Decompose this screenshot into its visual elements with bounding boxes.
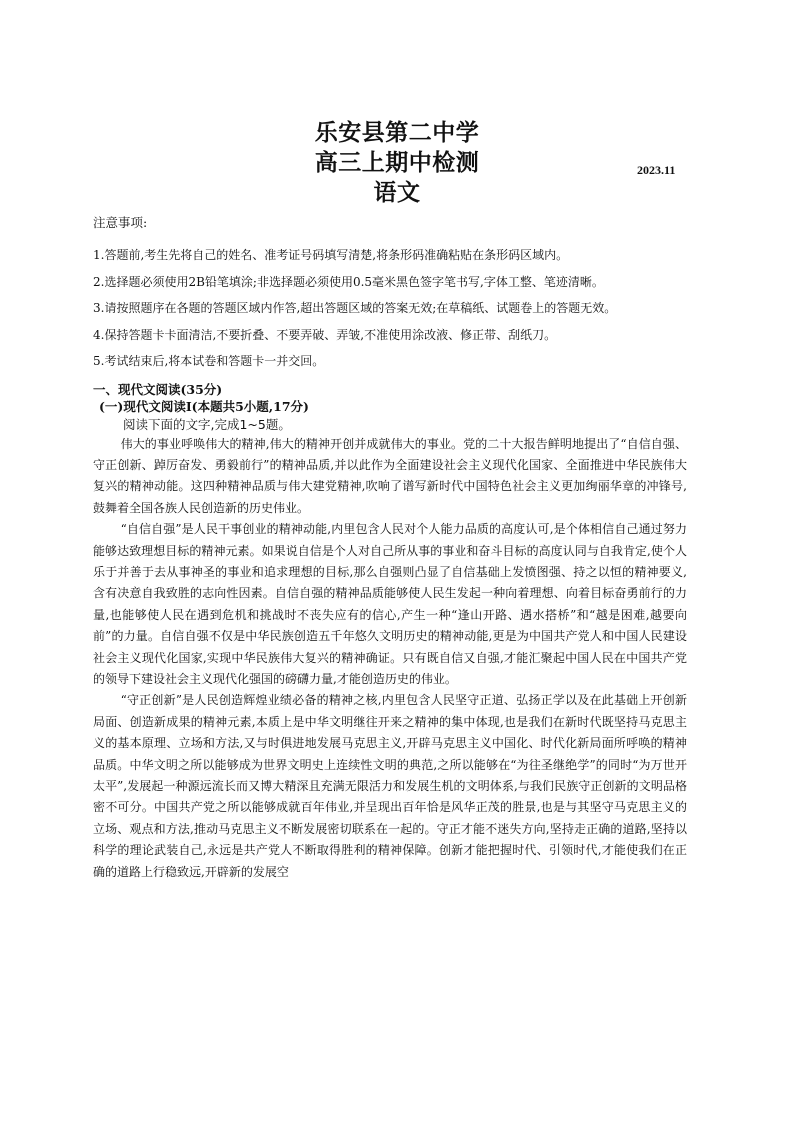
note-item: 4.保持答题卡卡面清洁,不要折叠、不要弄破、弄皱,不准使用涂改液、修正带、刮纸刀。 — [93, 327, 557, 342]
subsection-heading: (一)现代文阅读Ⅰ(本题共5小题,17分) — [99, 398, 309, 414]
passage-paragraph: “守正创新”是人民创造辉煌业绩必备的精神之核,内里包含人民坚守正道、弘扬正学以及在此基础上开创新局面、创造新成果的精神元素,本质上是中华文明继往开来之精神的集中体现,也是我们在新时代既坚持马克思主义的基本原理、立场和方法,又与时俱进地发展马克思主义,开辟马克思主义中国化、时代化新局面所呼唤的精神品质。中华文明之所以能够成为世界文明史上连续性文明的典范,之所以能够在“为往圣继绝学”的同时“为万世开太平”,发展起一种源远流长而又博大精深且充满无限活力和发展生机的文明体系,与我们民族守正创新的文明品格密不可分。中国共产党之所以能够成就百年伟业,并呈现出百年恰是风华正茂的胜景,也是与其坚守马克思主义的立场、观点和方法,推动马克思主义不断发展密切联系在一起的。守正才能不迷失方向,坚持走正确的道路,坚持以科学的理论武装自己,永远是共产党人不断取得胜利的精神保障。创新才能把握时代、引领时代,才能使我们在正确的道路上行稳致远,开辟新的发展空 — [93, 693, 687, 879]
reading-passage — [93, 434, 687, 884]
reading-instruction: 阅读下面的文字,完成1~5题。 — [123, 416, 291, 432]
exam-date: 2023.11 — [637, 163, 676, 177]
exam-content — [93, 214, 687, 883]
school-name: 乐安县第二中学 — [314, 119, 480, 146]
note-item: 5.考试结束后,将本试卷和答题卡一并交回。 — [93, 354, 325, 368]
section-heading: 一、现代文阅读(35分) — [93, 381, 223, 397]
note-item: 3.请按照题序在各题的答题区域内作答,超出答题区域的答案无效;在草稿纸、试题卷上的答题无效。 — [93, 301, 617, 315]
notes-heading: 注意事项: — [93, 215, 148, 230]
note-item: 1.答题前,考生先将自己的姓名、准考证号码填写清楚,将条形码准确粘贴在条形码区域内。 — [93, 248, 569, 262]
exam-title: 高三上期中检测 — [314, 149, 480, 176]
passage-paragraph: “自信自强”是人民干事创业的精神动能,内里包含人民对个人能力品质的高度认可,是个体相信自己通过努力能够达致理想目标的精神元素。如果说自信是个人对自己所从事的事业和奋斗目标的高度认同与自我肯定,使个人乐于并善于去从事神圣的事业和追求理想的目标,那么自强则凸显了自信基础上发愤图强、持之以恒的精神要义,含有决意自我致胜的志向性因素。自信自强的精神品质能够使人民生发起一种向着理想、向着目标奋勇前行的力量,也能够使人民在遇到危机和挑战时不丧失应有的信心,产生一种“逢山开路、遇水搭桥”和“越是困难,越要向前”的力量。自信自强不仅是中华民族创造五千年悠久文明历史的精神动能,更是为中国共产党人和中国人民建设社会主义现代化国家,实现中华民族伟大复兴的精神确证。只有既自信又自强,才能汇聚起中国人民在中国共产党的领导下建设社会主义现代化强国的磅礴力量,才能创造历史的伟业。 — [93, 522, 687, 686]
notes-list — [93, 242, 687, 375]
passage-paragraph: 伟大的事业呼唤伟大的精神,伟大的精神开创并成就伟大的事业。党的二十大报告鲜明地提出了“自信自强、守正创新、踔厉奋发、勇毅前行”的精神品质,并以此作为全面建设社会主义现代化国家、全面推进中华民族伟大复兴的精神动能。这四种精神品质与伟大建党精神,吹响了谱写新时代中国特色社会主义更加绚丽华章的冲锋号,鼓舞着全国各族人民创造新的历史伟业。 — [93, 436, 687, 515]
subject-title: 语文 — [373, 179, 421, 206]
note-item: 2.选择题必须使用2B铅笔填涂;非选择题必须使用0.5毫米黑色签字笔书写,字体工整、笔迹清晰。 — [93, 274, 604, 289]
